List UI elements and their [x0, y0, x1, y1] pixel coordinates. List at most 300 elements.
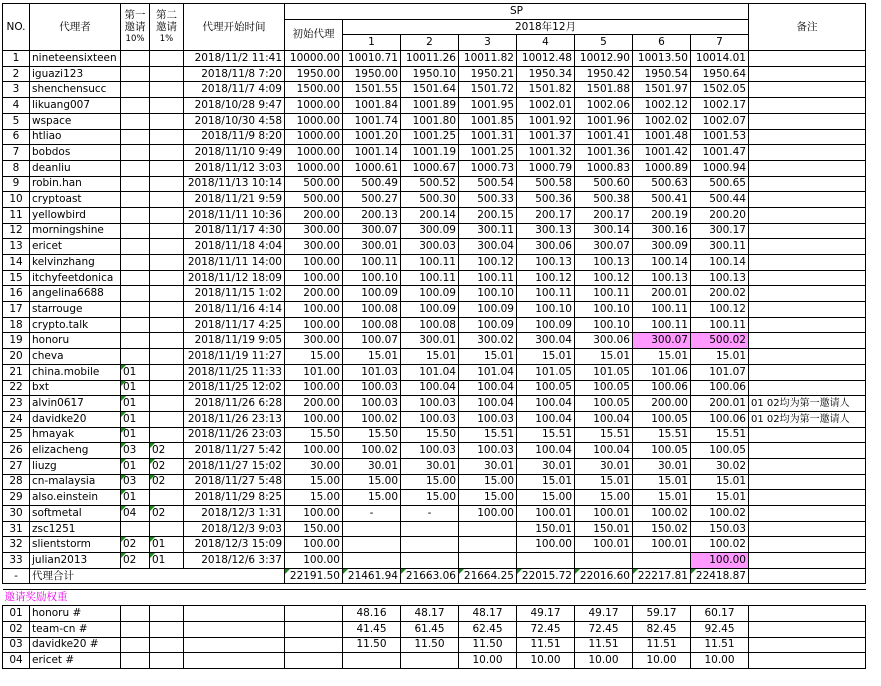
header-day-3[interactable]: 3	[459, 35, 517, 51]
cell-day-3[interactable]: 100.00	[459, 506, 517, 522]
cell-start-time[interactable]: 2018/12/3 1:31	[184, 506, 285, 522]
cell-day-1[interactable]: 100.03	[343, 396, 401, 412]
cell-start-time[interactable]: 2018/11/9 8:20	[184, 129, 285, 145]
cell-day-6[interactable]: 150.02	[633, 521, 691, 537]
cell-no[interactable]: 11	[3, 207, 30, 223]
cell-invite2[interactable]	[150, 98, 184, 114]
cell-day-5[interactable]: 1950.42	[575, 66, 633, 82]
cell-remarks[interactable]	[749, 66, 866, 82]
cell-day-5[interactable]: 100.05	[575, 396, 633, 412]
cell-no[interactable]: 16	[3, 286, 30, 302]
cell-day-7[interactable]: 100.06	[691, 380, 749, 396]
cell-invite2[interactable]	[150, 145, 184, 161]
reward-day-2[interactable]: 11.50	[401, 637, 459, 653]
cell-day-7[interactable]: 100.12	[691, 302, 749, 318]
cell-invite1[interactable]	[121, 207, 150, 223]
cell-day-6[interactable]: 300.09	[633, 239, 691, 255]
cell-day-2[interactable]: 300.01	[401, 333, 459, 349]
cell-initial[interactable]: 100.00	[285, 317, 343, 333]
header-day-1[interactable]: 1	[343, 35, 401, 51]
cell-day-1[interactable]: 101.03	[343, 364, 401, 380]
cell-day-2[interactable]	[401, 553, 459, 569]
cell-day-6[interactable]: 500.41	[633, 192, 691, 208]
cell-initial[interactable]: 100.00	[285, 380, 343, 396]
cell-start-time[interactable]: 2018/12/3 15:09	[184, 537, 285, 553]
cell-day-5[interactable]: 100.01	[575, 537, 633, 553]
reward-title[interactable]: 邀请奖励权重	[3, 590, 866, 606]
cell-invite2[interactable]	[150, 270, 184, 286]
cell-start-time[interactable]: 2018/11/7 4:09	[184, 82, 285, 98]
header-invite1[interactable]	[121, 4, 150, 51]
cell-day-6[interactable]: 101.06	[633, 364, 691, 380]
cell-invite2[interactable]	[150, 239, 184, 255]
cell-start-time[interactable]: 2018/10/28 9:47	[184, 98, 285, 114]
cell-day-1[interactable]	[343, 553, 401, 569]
cell-day-2[interactable]: 100.09	[401, 302, 459, 318]
cell-start-time[interactable]: 2018/11/16 4:14	[184, 302, 285, 318]
cell-day-2[interactable]	[401, 537, 459, 553]
cell-agent[interactable]: slientstorm	[30, 537, 121, 553]
reward-day-5[interactable]: 11.51	[575, 637, 633, 653]
cell-day-1[interactable]: 30.01	[343, 458, 401, 474]
cell-start-time[interactable]: 2018/11/17 4:30	[184, 223, 285, 239]
cell-start-time[interactable]: 2018/10/30 4:58	[184, 113, 285, 129]
cell-remarks[interactable]	[749, 443, 866, 459]
cell-day-4[interactable]: 15.51	[517, 427, 575, 443]
reward-day-7[interactable]: 92.45	[691, 621, 749, 637]
reward-empty[interactable]	[749, 606, 866, 622]
cell-invite1[interactable]: 03	[121, 474, 150, 490]
cell-day-6[interactable]: 1950.54	[633, 66, 691, 82]
cell-day-1[interactable]: 1001.14	[343, 145, 401, 161]
cell-day-3[interactable]: 100.03	[459, 411, 517, 427]
cell-day-7[interactable]: 1002.07	[691, 113, 749, 129]
cell-day-3[interactable]: 500.54	[459, 176, 517, 192]
cell-no[interactable]: 7	[3, 145, 30, 161]
cell-invite1[interactable]: 01	[121, 396, 150, 412]
cell-start-time[interactable]: 2018/11/12 3:03	[184, 160, 285, 176]
cell-initial[interactable]: 300.00	[285, 239, 343, 255]
cell-day-4[interactable]: 30.01	[517, 458, 575, 474]
cell-day-4[interactable]: 100.12	[517, 270, 575, 286]
cell-day-7[interactable]: 100.06	[691, 411, 749, 427]
cell-agent[interactable]: likuang007	[30, 98, 121, 114]
cell-day-4[interactable]: 15.00	[517, 490, 575, 506]
cell-day-1[interactable]: 15.01	[343, 349, 401, 365]
cell-start-time[interactable]: 2018/11/26 23:03	[184, 427, 285, 443]
cell-day-5[interactable]: 100.04	[575, 443, 633, 459]
cell-day-1[interactable]: 100.09	[343, 286, 401, 302]
cell-agent[interactable]: bxt	[30, 380, 121, 396]
cell-day-7[interactable]: 100.13	[691, 270, 749, 286]
cell-day-2[interactable]: 500.52	[401, 176, 459, 192]
cell-initial[interactable]: 1000.00	[285, 113, 343, 129]
reward-name[interactable]: davidke20 #	[30, 637, 121, 653]
cell-day-1[interactable]: 100.08	[343, 317, 401, 333]
cell-remarks[interactable]	[749, 160, 866, 176]
cell-day-7[interactable]: 1950.64	[691, 66, 749, 82]
cell-no[interactable]: 9	[3, 176, 30, 192]
cell-remarks[interactable]	[749, 521, 866, 537]
cell-agent[interactable]: crypto.talk	[30, 317, 121, 333]
cell-day-2[interactable]: 100.04	[401, 380, 459, 396]
reward-empty[interactable]	[749, 621, 866, 637]
cell-day-3[interactable]: 15.01	[459, 349, 517, 365]
cell-day-7[interactable]: 500.02	[691, 333, 749, 349]
cell-day-2[interactable]: 100.03	[401, 411, 459, 427]
cell-initial[interactable]: 1000.00	[285, 145, 343, 161]
cell-start-time[interactable]: 2018/11/27 15:02	[184, 458, 285, 474]
cell-day-7[interactable]: 1002.17	[691, 98, 749, 114]
cell-day-6[interactable]: 100.11	[633, 302, 691, 318]
cell-day-1[interactable]: 200.13	[343, 207, 401, 223]
reward-day-1[interactable]: 11.50	[343, 637, 401, 653]
cell-day-2[interactable]: 101.04	[401, 364, 459, 380]
cell-day-5[interactable]: 100.11	[575, 286, 633, 302]
cell-remarks[interactable]	[749, 270, 866, 286]
cell-initial[interactable]: 15.50	[285, 427, 343, 443]
cell-day-4[interactable]: 1001.37	[517, 129, 575, 145]
cell-day-6[interactable]: 100.02	[633, 506, 691, 522]
cell-day-5[interactable]: 101.05	[575, 364, 633, 380]
cell-start-time[interactable]: 2018/11/2 11:41	[184, 51, 285, 67]
cell-start-time[interactable]: 2018/11/10 9:49	[184, 145, 285, 161]
cell-start-time[interactable]: 2018/11/8 7:20	[184, 66, 285, 82]
cell-day-2[interactable]: 30.01	[401, 458, 459, 474]
cell-invite1[interactable]: 01	[121, 490, 150, 506]
cell-initial[interactable]: 200.00	[285, 286, 343, 302]
cell-day-3[interactable]: 100.09	[459, 317, 517, 333]
cell-day-3[interactable]: 1000.73	[459, 160, 517, 176]
cell-day-6[interactable]: 100.05	[633, 443, 691, 459]
cell-start-time[interactable]: 2018/11/15 1:02	[184, 286, 285, 302]
cell-day-7[interactable]: 15.01	[691, 490, 749, 506]
total-day-6[interactable]: 22217.81	[633, 568, 691, 584]
cell-day-2[interactable]: 100.03	[401, 443, 459, 459]
cell-day-3[interactable]: 1001.85	[459, 113, 517, 129]
cell-day-6[interactable]: 15.01	[633, 349, 691, 365]
cell-invite1[interactable]: 01	[121, 364, 150, 380]
total-day-7[interactable]: 22418.87	[691, 568, 749, 584]
cell-day-5[interactable]: 1501.88	[575, 82, 633, 98]
cell-no[interactable]: 26	[3, 443, 30, 459]
reward-empty[interactable]	[285, 621, 343, 637]
cell-day-6[interactable]: 30.01	[633, 458, 691, 474]
reward-day-1[interactable]	[343, 653, 401, 669]
cell-day-2[interactable]: 300.09	[401, 223, 459, 239]
cell-day-7[interactable]: 300.17	[691, 223, 749, 239]
cell-day-4[interactable]: 101.05	[517, 364, 575, 380]
cell-no[interactable]: 32	[3, 537, 30, 553]
cell-day-1[interactable]: 100.08	[343, 302, 401, 318]
cell-day-7[interactable]: 200.20	[691, 207, 749, 223]
reward-day-5[interactable]: 10.00	[575, 653, 633, 669]
reward-day-1[interactable]: 48.16	[343, 606, 401, 622]
cell-day-1[interactable]	[343, 537, 401, 553]
cell-agent[interactable]: zsc1251	[30, 521, 121, 537]
cell-day-2[interactable]: 1001.19	[401, 145, 459, 161]
cell-day-1[interactable]: 1950.00	[343, 66, 401, 82]
reward-empty[interactable]	[150, 621, 184, 637]
cell-no[interactable]: 10	[3, 192, 30, 208]
cell-invite1[interactable]	[121, 98, 150, 114]
reward-day-6[interactable]: 82.45	[633, 621, 691, 637]
cell-remarks[interactable]	[749, 302, 866, 318]
cell-start-time[interactable]: 2018/11/11 10:36	[184, 207, 285, 223]
cell-day-2[interactable]: 300.03	[401, 239, 459, 255]
reward-day-4[interactable]: 10.00	[517, 653, 575, 669]
cell-invite1[interactable]	[121, 113, 150, 129]
cell-start-time[interactable]: 2018/11/19 11:27	[184, 349, 285, 365]
cell-day-5[interactable]: 15.51	[575, 427, 633, 443]
cell-no[interactable]: 31	[3, 521, 30, 537]
cell-initial[interactable]: 15.00	[285, 349, 343, 365]
cell-remarks[interactable]	[749, 317, 866, 333]
cell-day-7[interactable]: 15.01	[691, 474, 749, 490]
cell-day-6[interactable]: 300.16	[633, 223, 691, 239]
cell-start-time[interactable]: 2018/11/13 10:14	[184, 176, 285, 192]
cell-day-2[interactable]: 1001.89	[401, 98, 459, 114]
cell-day-1[interactable]: 1501.55	[343, 82, 401, 98]
cell-day-4[interactable]: 1000.79	[517, 160, 575, 176]
cell-day-2[interactable]: 15.00	[401, 490, 459, 506]
cell-initial[interactable]: 100.00	[285, 553, 343, 569]
cell-day-1[interactable]	[343, 521, 401, 537]
cell-agent[interactable]: honoru	[30, 333, 121, 349]
cell-day-7[interactable]: 1000.94	[691, 160, 749, 176]
cell-invite2[interactable]	[150, 317, 184, 333]
cell-no[interactable]: 18	[3, 317, 30, 333]
cell-day-6[interactable]: 100.06	[633, 380, 691, 396]
cell-invite1[interactable]	[121, 66, 150, 82]
cell-day-4[interactable]: 300.13	[517, 223, 575, 239]
cell-invite2[interactable]: 01	[150, 553, 184, 569]
reward-day-7[interactable]: 11.51	[691, 637, 749, 653]
reward-day-3[interactable]: 62.45	[459, 621, 517, 637]
cell-day-2[interactable]: 100.03	[401, 396, 459, 412]
cell-invite1[interactable]	[121, 286, 150, 302]
cell-day-4[interactable]: 100.05	[517, 380, 575, 396]
cell-initial[interactable]: 100.00	[285, 270, 343, 286]
cell-start-time[interactable]: 2018/12/3 9:03	[184, 521, 285, 537]
cell-day-1[interactable]: 1001.74	[343, 113, 401, 129]
cell-initial[interactable]: 15.00	[285, 490, 343, 506]
cell-day-4[interactable]: 15.01	[517, 474, 575, 490]
cell-invite2[interactable]: 02	[150, 474, 184, 490]
cell-no[interactable]: 29	[3, 490, 30, 506]
cell-start-time[interactable]: 2018/11/12 18:09	[184, 270, 285, 286]
cell-day-4[interactable]: 100.10	[517, 302, 575, 318]
cell-agent[interactable]: china.mobile	[30, 364, 121, 380]
cell-invite1[interactable]: 01	[121, 458, 150, 474]
cell-day-1[interactable]: 100.03	[343, 380, 401, 396]
cell-day-5[interactable]: 100.04	[575, 411, 633, 427]
cell-day-5[interactable]: 1000.83	[575, 160, 633, 176]
cell-day-6[interactable]: 200.00	[633, 396, 691, 412]
cell-invite1[interactable]	[121, 176, 150, 192]
cell-day-4[interactable]: 1950.34	[517, 66, 575, 82]
cell-day-7[interactable]: 500.65	[691, 176, 749, 192]
cell-invite2[interactable]	[150, 380, 184, 396]
reward-day-1[interactable]: 41.45	[343, 621, 401, 637]
cell-agent[interactable]: kelvinzhang	[30, 255, 121, 271]
cell-day-6[interactable]: 1000.89	[633, 160, 691, 176]
cell-day-7[interactable]: 100.14	[691, 255, 749, 271]
cell-invite1[interactable]	[121, 160, 150, 176]
cell-no[interactable]: 4	[3, 98, 30, 114]
cell-no[interactable]: 27	[3, 458, 30, 474]
cell-day-2[interactable]: 100.08	[401, 317, 459, 333]
cell-invite2[interactable]	[150, 427, 184, 443]
cell-day-2[interactable]: 15.00	[401, 474, 459, 490]
cell-invite1[interactable]	[121, 270, 150, 286]
cell-day-4[interactable]: 100.04	[517, 411, 575, 427]
cell-no[interactable]: 14	[3, 255, 30, 271]
cell-day-5[interactable]: 1001.96	[575, 113, 633, 129]
cell-day-1[interactable]: 500.49	[343, 176, 401, 192]
cell-day-7[interactable]: 100.00	[691, 553, 749, 569]
cell-initial[interactable]: 100.00	[285, 255, 343, 271]
cell-day-5[interactable]: 200.17	[575, 207, 633, 223]
cell-agent[interactable]: also.einstein	[30, 490, 121, 506]
reward-day-6[interactable]: 10.00	[633, 653, 691, 669]
cell-initial[interactable]: 1000.00	[285, 160, 343, 176]
reward-empty[interactable]	[184, 637, 285, 653]
header-day-2[interactable]: 2	[401, 35, 459, 51]
total-day-4[interactable]: 22015.72	[517, 568, 575, 584]
cell-agent[interactable]: angelina6688	[30, 286, 121, 302]
cell-day-3[interactable]: 500.33	[459, 192, 517, 208]
cell-day-5[interactable]: 100.12	[575, 270, 633, 286]
cell-agent[interactable]: bobdos	[30, 145, 121, 161]
cell-day-6[interactable]: 200.19	[633, 207, 691, 223]
reward-day-2[interactable]	[401, 653, 459, 669]
cell-invite2[interactable]	[150, 66, 184, 82]
cell-invite2[interactable]	[150, 490, 184, 506]
cell-invite1[interactable]	[121, 223, 150, 239]
cell-start-time[interactable]: 2018/11/27 5:48	[184, 474, 285, 490]
cell-invite2[interactable]	[150, 207, 184, 223]
cell-day-7[interactable]: 150.03	[691, 521, 749, 537]
header-day-4[interactable]: 4	[517, 35, 575, 51]
cell-day-7[interactable]: 100.11	[691, 317, 749, 333]
cell-invite1[interactable]	[121, 302, 150, 318]
cell-no[interactable]: 15	[3, 270, 30, 286]
cell-agent[interactable]: cheva	[30, 349, 121, 365]
cell-initial[interactable]: 300.00	[285, 223, 343, 239]
cell-remarks[interactable]	[749, 51, 866, 67]
cell-no[interactable]: 19	[3, 333, 30, 349]
reward-day-6[interactable]: 11.51	[633, 637, 691, 653]
cell-day-4[interactable]: 500.36	[517, 192, 575, 208]
cell-day-5[interactable]: 1001.36	[575, 145, 633, 161]
cell-invite2[interactable]	[150, 192, 184, 208]
cell-remarks[interactable]	[749, 129, 866, 145]
cell-day-4[interactable]: 300.04	[517, 333, 575, 349]
cell-day-4[interactable]: 10012.48	[517, 51, 575, 67]
header-agent[interactable]: 代理者	[30, 4, 121, 51]
cell-invite2[interactable]	[150, 364, 184, 380]
cell-day-6[interactable]: 100.05	[633, 411, 691, 427]
cell-no[interactable]: 24	[3, 411, 30, 427]
cell-day-2[interactable]	[401, 521, 459, 537]
cell-day-7[interactable]: 10014.01	[691, 51, 749, 67]
cell-initial[interactable]: 30.00	[285, 458, 343, 474]
cell-day-4[interactable]: 150.01	[517, 521, 575, 537]
reward-empty[interactable]	[184, 621, 285, 637]
cell-remarks[interactable]	[749, 458, 866, 474]
reward-day-4[interactable]: 72.45	[517, 621, 575, 637]
total-day-1[interactable]: 21461.94	[343, 568, 401, 584]
cell-remarks[interactable]	[749, 113, 866, 129]
reward-empty[interactable]	[749, 637, 866, 653]
cell-invite1[interactable]	[121, 317, 150, 333]
cell-remarks[interactable]	[749, 537, 866, 553]
cell-remarks[interactable]	[749, 490, 866, 506]
cell-invite2[interactable]	[150, 396, 184, 412]
cell-initial[interactable]: 1000.00	[285, 98, 343, 114]
reward-day-3[interactable]: 48.17	[459, 606, 517, 622]
cell-initial[interactable]: 150.00	[285, 521, 343, 537]
cell-day-1[interactable]: 1001.20	[343, 129, 401, 145]
total-label[interactable]: 代理合计	[30, 568, 285, 584]
cell-invite1[interactable]: 01	[121, 411, 150, 427]
cell-day-7[interactable]: 100.02	[691, 537, 749, 553]
cell-day-2[interactable]: -	[401, 506, 459, 522]
cell-day-2[interactable]: 10011.26	[401, 51, 459, 67]
cell-day-6[interactable]: 1002.02	[633, 113, 691, 129]
cell-initial[interactable]: 1500.00	[285, 82, 343, 98]
cell-no[interactable]: 8	[3, 160, 30, 176]
cell-day-6[interactable]: 100.13	[633, 270, 691, 286]
cell-agent[interactable]: htliao	[30, 129, 121, 145]
cell-day-7[interactable]: 1001.47	[691, 145, 749, 161]
cell-invite1[interactable]	[121, 145, 150, 161]
cell-initial[interactable]: 200.00	[285, 207, 343, 223]
cell-remarks[interactable]: 01 02均为第一邀请人	[749, 411, 866, 427]
cell-day-7[interactable]: 100.05	[691, 443, 749, 459]
cell-day-7[interactable]: 1001.53	[691, 129, 749, 145]
cell-day-6[interactable]: 1002.12	[633, 98, 691, 114]
cell-start-time[interactable]: 2018/11/17 4:25	[184, 317, 285, 333]
cell-remarks[interactable]	[749, 145, 866, 161]
cell-initial[interactable]: 1950.00	[285, 66, 343, 82]
cell-invite2[interactable]	[150, 521, 184, 537]
total-initial[interactable]: 22191.50	[285, 568, 343, 584]
cell-day-1[interactable]: 10010.71	[343, 51, 401, 67]
cell-day-5[interactable]: 150.01	[575, 521, 633, 537]
cell-remarks[interactable]	[749, 364, 866, 380]
cell-day-4[interactable]: 300.06	[517, 239, 575, 255]
cell-no[interactable]: 1	[3, 51, 30, 67]
cell-agent[interactable]: iguazi123	[30, 66, 121, 82]
reward-empty[interactable]	[121, 606, 150, 622]
cell-initial[interactable]: 10000.00	[285, 51, 343, 67]
cell-day-6[interactable]: 300.07	[633, 333, 691, 349]
reward-empty[interactable]	[749, 653, 866, 669]
cell-day-4[interactable]: 1001.92	[517, 113, 575, 129]
cell-day-7[interactable]: 300.11	[691, 239, 749, 255]
reward-empty[interactable]	[285, 637, 343, 653]
cell-remarks[interactable]	[749, 255, 866, 271]
cell-day-5[interactable]: 300.14	[575, 223, 633, 239]
reward-day-2[interactable]: 61.45	[401, 621, 459, 637]
cell-day-4[interactable]: 100.11	[517, 286, 575, 302]
cell-agent[interactable]: yellowbird	[30, 207, 121, 223]
cell-invite2[interactable]: 01	[150, 537, 184, 553]
cell-day-4[interactable]: 100.13	[517, 255, 575, 271]
cell-invite2[interactable]	[150, 349, 184, 365]
